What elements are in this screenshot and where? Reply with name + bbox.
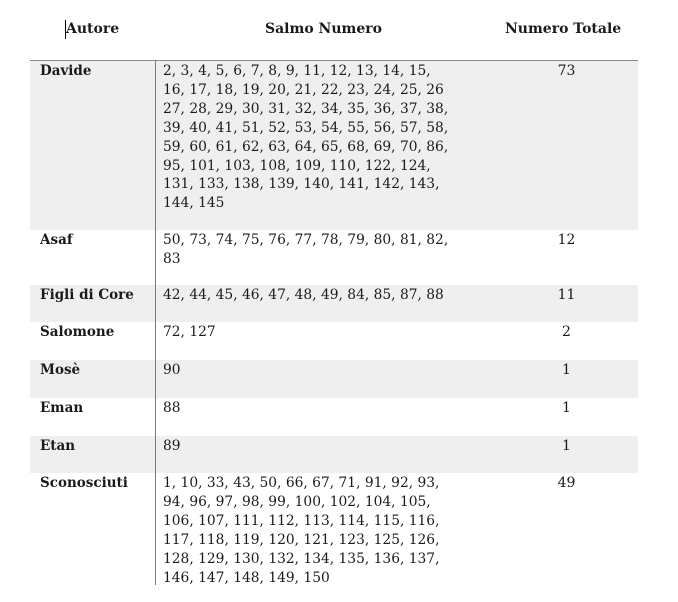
total-cell: 73 <box>557 63 576 79</box>
psalm-numbers-line: 89 <box>163 438 181 454</box>
psalm-numbers-line: 94, 96, 97, 98, 99, 100, 102, 104, 105, <box>163 493 431 510</box>
total-cell: 1 <box>562 438 571 454</box>
psalm-numbers-line: 146, 147, 148, 149, 150 <box>163 569 330 586</box>
author-cell: Salomone <box>40 324 115 340</box>
psalm-numbers-cell <box>155 398 495 418</box>
table-row <box>30 285 638 322</box>
psalm-numbers-line: 144, 145 <box>163 195 225 212</box>
total-cell: 1 <box>562 400 571 416</box>
psalm-numbers-cell <box>155 436 495 456</box>
psalm-numbers-cell <box>155 322 495 342</box>
psalm-numbers-line: 83 <box>163 250 181 267</box>
table-row <box>30 230 638 285</box>
psalm-numbers-line: 42, 44, 45, 46, 47, 48, 49, 84, 85, 87, 88 <box>163 287 444 303</box>
psalm-numbers-line: 90 <box>163 362 181 378</box>
table-row <box>30 360 638 398</box>
total-cell: 11 <box>557 287 576 303</box>
table-row <box>30 61 638 230</box>
psalm-numbers-line: 131, 133, 138, 139, 140, 141, 142, 143, <box>163 176 440 193</box>
psalm-numbers-line: 72, 127 <box>163 324 216 340</box>
psalm-numbers-cell <box>155 473 495 587</box>
psalm-numbers-line: 59, 60, 61, 62, 63, 64, 65, 68, 69, 70, 86, <box>163 138 449 155</box>
table-header <box>30 0 638 61</box>
psalm-numbers-line: 128, 129, 130, 132, 134, 135, 136, 137, <box>163 550 440 567</box>
table-row <box>30 436 638 473</box>
author-cell: Mosè <box>40 362 81 378</box>
author-cell: Asaf <box>40 232 73 248</box>
table-row <box>30 473 638 586</box>
psalm-numbers-line: 27, 28, 29, 30, 31, 32, 34, 35, 36, 37, 38, <box>163 100 449 117</box>
psalm-numbers-line: 16, 17, 18, 19, 20, 21, 22, 23, 24, 25, 26 <box>163 81 444 98</box>
total-cell: 12 <box>557 232 576 248</box>
header-total: Numero Totale <box>505 21 622 37</box>
psalm-numbers-line: 88 <box>163 400 181 416</box>
author-cell: Eman <box>40 400 84 416</box>
table-row <box>30 322 638 360</box>
psalm-numbers-cell <box>155 360 495 380</box>
author-cell: Etan <box>40 438 76 454</box>
author-cell: Sconosciuti <box>40 475 128 491</box>
author-cell: Davide <box>40 63 92 79</box>
header-psalm-number: Salmo Numero <box>265 21 382 37</box>
psalm-numbers-line: 2, 3, 4, 5, 6, 7, 8, 9, 11, 12, 13, 14, 15, <box>163 63 431 79</box>
psalm-numbers-line: 50, 73, 74, 75, 76, 77, 78, 79, 80, 81, 82, <box>163 232 449 248</box>
table-row <box>30 398 638 436</box>
psalm-numbers-line: 1, 10, 33, 43, 50, 66, 67, 71, 91, 92, 93, <box>163 475 440 491</box>
author-cell: Figli di Core <box>40 287 134 303</box>
psalm-numbers-line: 117, 118, 119, 120, 121, 123, 125, 126, <box>163 531 440 548</box>
psalm-numbers-cell <box>155 285 495 305</box>
psalm-numbers-cell <box>155 230 495 269</box>
total-cell: 49 <box>557 475 576 491</box>
column-divider <box>155 60 156 585</box>
header-author: Autore <box>66 21 120 37</box>
psalm-numbers-line: 95, 101, 103, 108, 109, 110, 122, 124, <box>163 157 431 174</box>
psalm-numbers-cell <box>155 61 495 213</box>
psalm-numbers-line: 39, 40, 41, 51, 52, 53, 54, 55, 56, 57, 58, <box>163 119 449 136</box>
psalm-numbers-line: 106, 107, 111, 112, 113, 114, 115, 116, <box>163 512 440 529</box>
total-cell: 1 <box>562 362 571 378</box>
psalm-authors-table <box>30 0 638 586</box>
total-cell: 2 <box>562 324 571 340</box>
